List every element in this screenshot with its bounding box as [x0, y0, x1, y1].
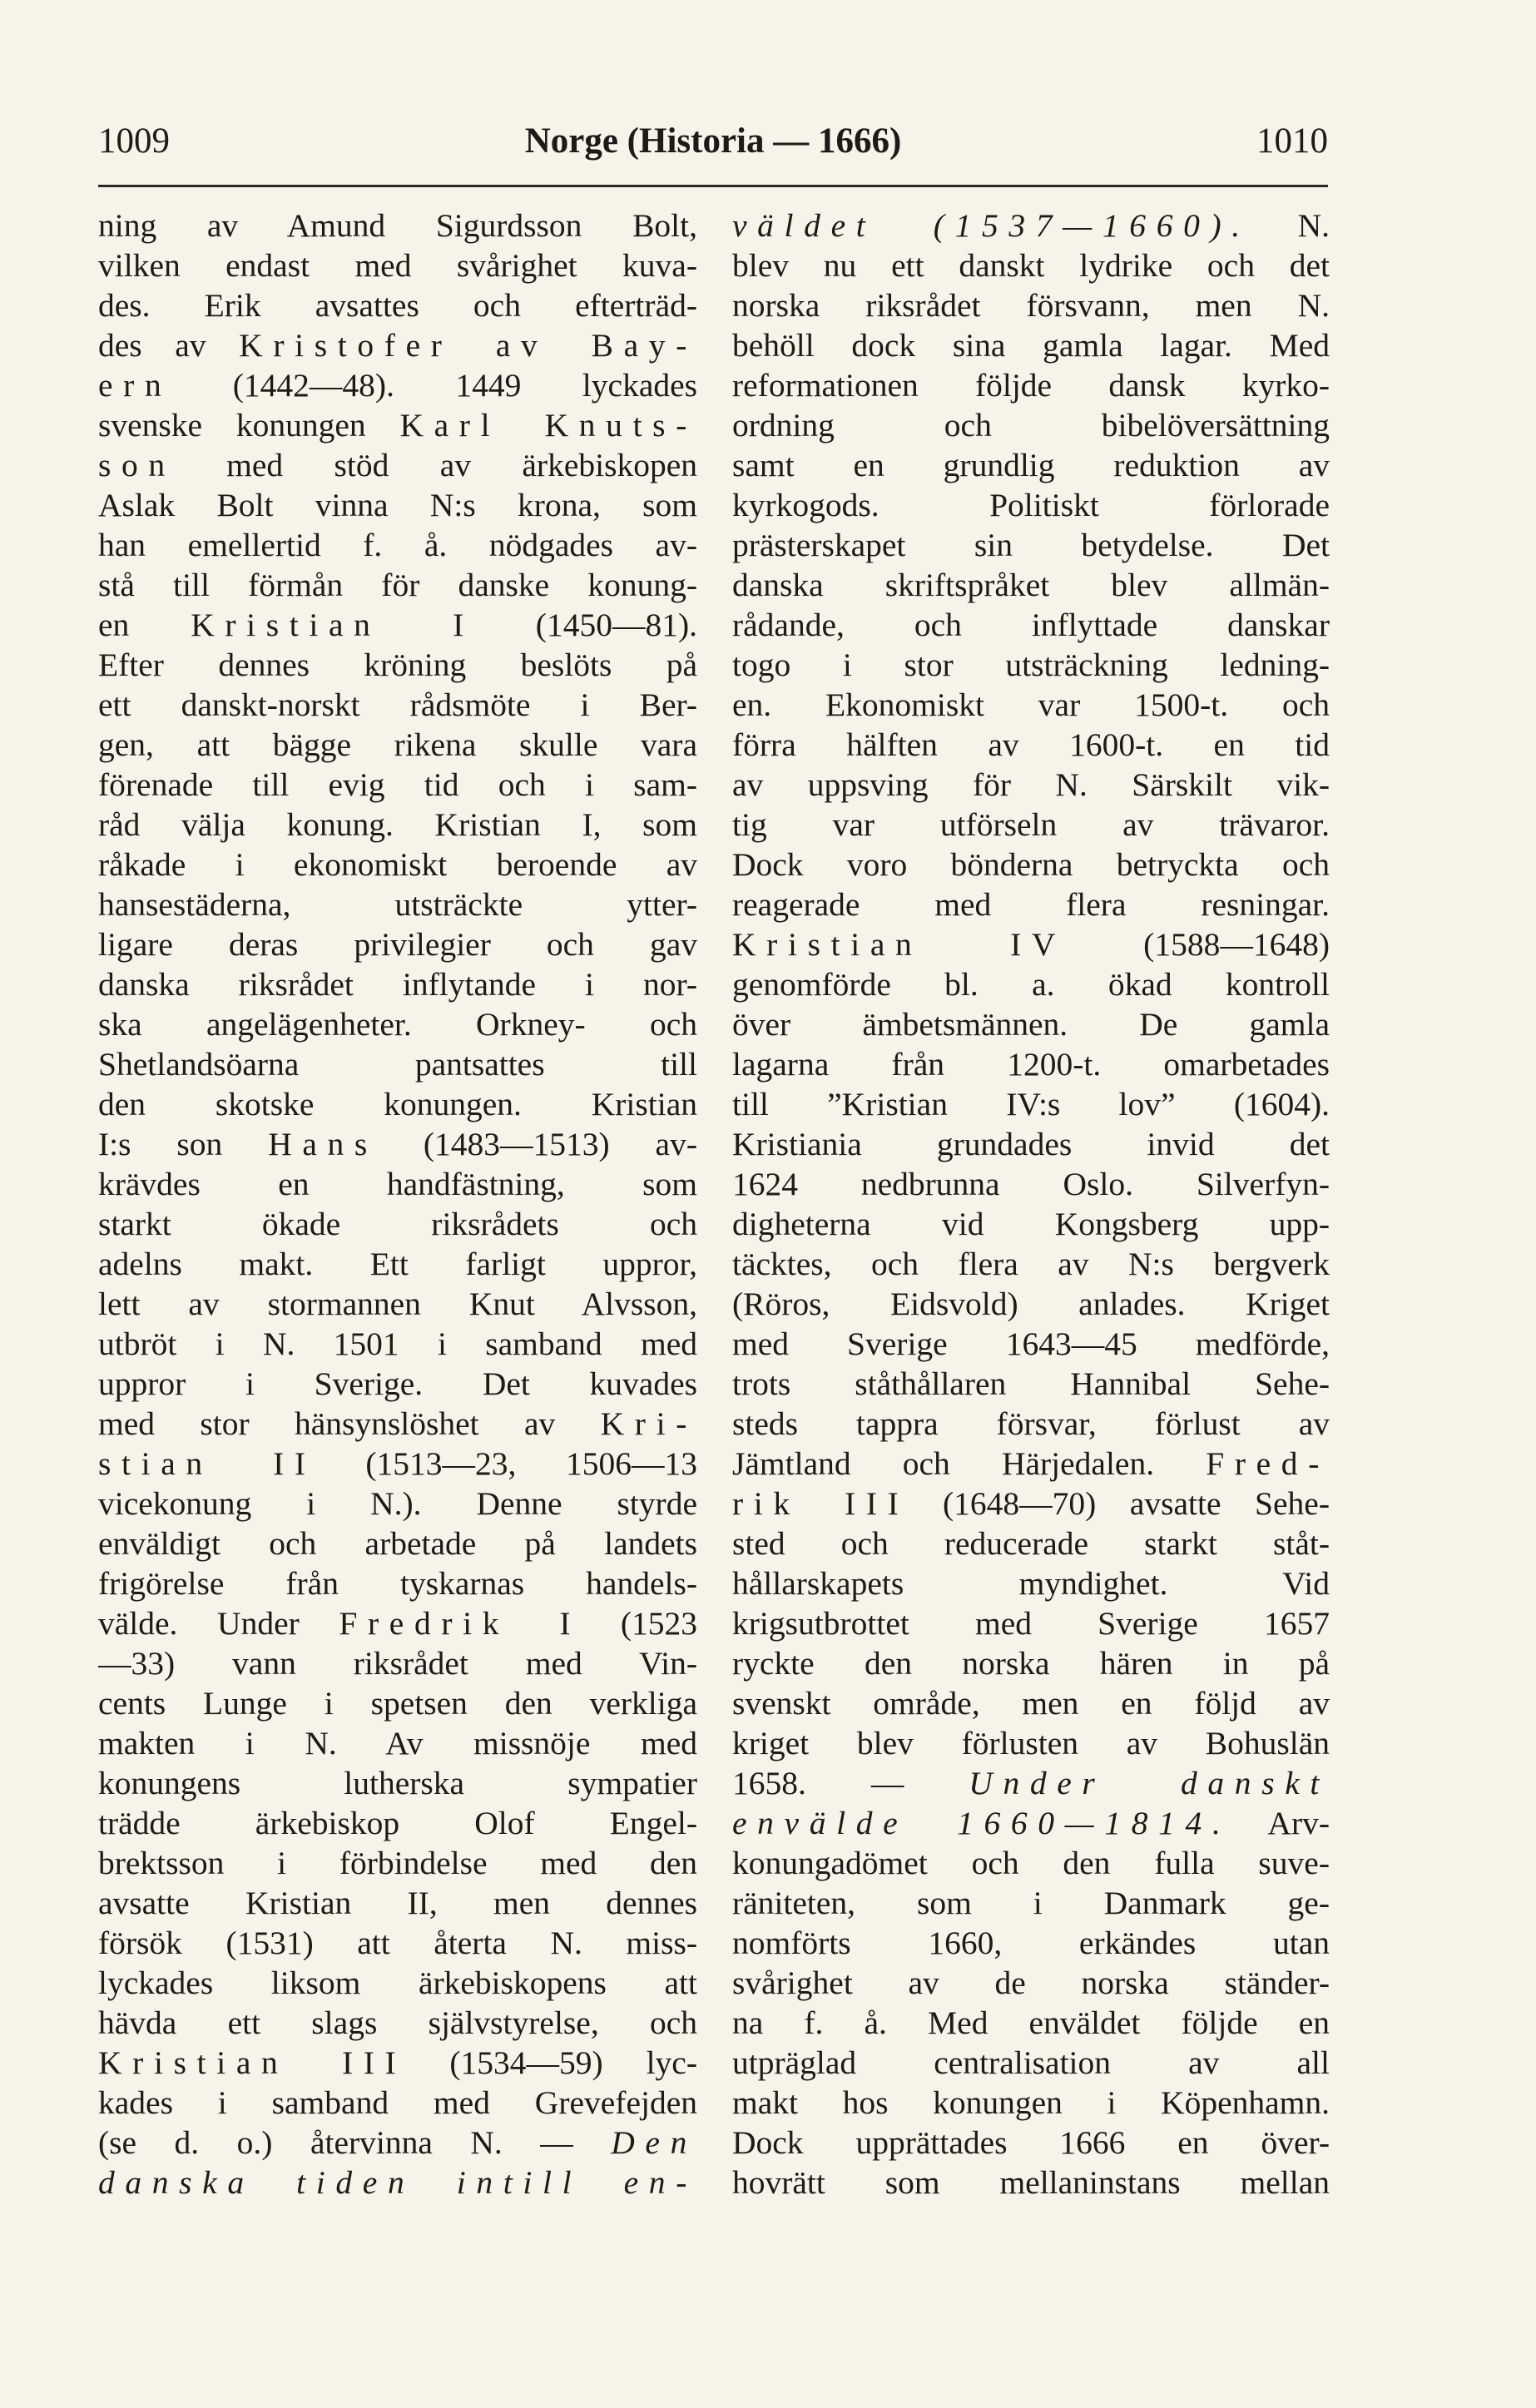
text-span: (se d. o.) återvinna N. — — [98, 2124, 612, 2161]
text-span: trädde ärkebiskop Olof Engel- — [98, 1805, 697, 1841]
text-line — [732, 525, 1330, 565]
text-line — [98, 2003, 697, 2043]
text-line — [732, 285, 1330, 325]
text-span: till ”Kristian IV:s lov” (1604). — [732, 1086, 1330, 1122]
text-span: trots ståthållaren Hannibal Sehe- — [732, 1365, 1330, 1402]
text-line — [98, 685, 697, 725]
text-line — [732, 1524, 1330, 1563]
text-line — [732, 1204, 1330, 1244]
text-span: hävda ett slags självstyrelse, och — [98, 2004, 697, 2041]
text-line — [732, 1484, 1330, 1524]
text-span: vicekonung i N.). Denne styrde — [98, 1485, 697, 1522]
text-span: Arv- — [1231, 1805, 1330, 1841]
text-span: av uppsving för N. Särskilt vik- — [732, 766, 1330, 803]
text-line — [98, 1004, 697, 1044]
text-span: kriget blev förlusten av Bohuslän — [732, 1725, 1330, 1761]
text-line — [98, 206, 697, 245]
text-line — [732, 1723, 1330, 1763]
text-span: blev nu ett danskt lydrike och det — [732, 247, 1330, 284]
text-span: en. Ekonomiskt var 1500-t. och — [732, 686, 1330, 723]
text-span: Karl Knuts- — [399, 407, 697, 443]
text-span: över ämbetsmännen. De gamla — [732, 1006, 1330, 1043]
text-line — [98, 1683, 697, 1723]
text-span: (1523 — [581, 1605, 697, 1642]
text-span: prästerskapet sin betydelse. Det — [732, 527, 1330, 563]
text-span: utpräglad centralisation av all — [732, 2044, 1330, 2081]
text-line — [98, 1603, 697, 1643]
text-line — [98, 1484, 697, 1524]
text-line — [98, 565, 697, 605]
text-span: gen, att bägge rikena skulle vara — [98, 726, 697, 763]
text-line — [98, 1524, 697, 1563]
text-span: Dock upprättades 1666 en över- — [732, 2124, 1330, 2161]
text-span: (Röros, Eidsvold) anlades. Kriget — [732, 1286, 1330, 1322]
text-span: förenade till evig tid och i sam- — [98, 766, 697, 803]
header-rule — [98, 185, 1328, 187]
text-span: räniteten, som i Danmark ge- — [732, 1885, 1330, 1921]
text-span: Fred- — [1206, 1445, 1330, 1482]
text-line — [98, 1444, 697, 1484]
text-line — [98, 405, 697, 445]
text-span: Kristofer av Bay- — [239, 327, 697, 364]
text-span: (1442—48). 1449 lyckades — [171, 367, 697, 404]
text-line — [98, 1044, 697, 1084]
text-line — [732, 645, 1330, 685]
text-line — [98, 765, 697, 805]
text-line — [732, 1124, 1330, 1164]
text-span: ligare deras privilegier och gav — [98, 926, 697, 963]
running-header — [98, 116, 1328, 175]
text-line — [732, 1963, 1330, 2003]
text-line — [732, 845, 1330, 884]
text-line — [732, 964, 1330, 1004]
text-span: ning av Amund Sigurdsson Bolt, — [98, 207, 697, 244]
text-span: Kristian I — [191, 607, 474, 643]
left-column — [98, 206, 697, 2202]
text-line — [732, 565, 1330, 605]
text-line — [732, 2163, 1330, 2202]
text-line — [732, 725, 1330, 765]
text-span: ska angelägenheter. Orkney- och — [98, 1006, 697, 1043]
text-line — [98, 1284, 697, 1324]
text-span: lyckades liksom ärkebiskopens att — [98, 1965, 697, 2001]
text-span: med stöd av ärkebiskopen — [175, 447, 697, 483]
text-span: sted och reducerade starkt ståt- — [732, 1525, 1330, 1562]
text-span: den skotske konungen. Kristian — [98, 1086, 697, 1122]
text-span: Dock voro bönderna betryckta och — [732, 846, 1330, 883]
text-span: makt hos konungen i Köpenhamn. — [732, 2084, 1330, 2121]
text-span: reformationen följde dansk kyrko- — [732, 367, 1330, 404]
text-span: Kristian IV — [732, 926, 1067, 963]
text-span: (1483—1513) av- — [377, 1126, 697, 1162]
text-span: Kristiania grundades invid det — [732, 1126, 1330, 1162]
text-line — [98, 1084, 697, 1124]
text-span: lett av stormannen Knut Alvsson, — [98, 1286, 697, 1322]
text-line — [732, 365, 1330, 405]
text-span: råd välja konung. Kristian I, som — [98, 806, 697, 843]
text-line — [98, 845, 697, 884]
text-span: välde. Under — [98, 1605, 339, 1642]
text-line — [732, 1803, 1330, 1843]
text-span: genomförde bl. a. ökad kontroll — [732, 966, 1330, 1003]
text-span: (1588—1648) — [1066, 926, 1330, 963]
right-page-number: 1010 — [1256, 121, 1328, 161]
text-line — [732, 1244, 1330, 1284]
text-span: försök (1531) att återta N. miss- — [98, 1925, 697, 1961]
text-line — [98, 2123, 697, 2163]
text-span: hovrätt som mellaninstans mellan — [732, 2164, 1330, 2201]
text-span: stå till förmån för danske konung- — [98, 567, 697, 603]
text-span: med Sverige 1643—45 medförde, — [732, 1325, 1330, 1362]
text-span: uppror i Sverige. Det kuvades — [98, 1365, 697, 1402]
text-span: (1513—23, 1506—13 — [315, 1445, 697, 1482]
text-line — [98, 365, 697, 405]
text-span: utbröt i N. 1501 i samband med — [98, 1325, 697, 1362]
text-span: Aslak Bolt vinna N:s krona, som — [98, 487, 697, 523]
text-span: väldet (1537—1660). — [732, 207, 1251, 244]
text-line — [98, 1883, 697, 1923]
text-line — [98, 1404, 697, 1444]
text-line — [98, 605, 697, 645]
text-span: starkt ökade riksrådets och — [98, 1206, 697, 1242]
text-span: Kri- — [600, 1405, 697, 1442]
text-line — [732, 1643, 1330, 1683]
text-line — [98, 1563, 697, 1603]
text-line — [732, 1044, 1330, 1084]
text-span: rådande, och inflyttade danskar — [732, 607, 1330, 643]
text-line — [98, 1763, 697, 1803]
text-span: 1624 nedbrunna Oslo. Silverfyn- — [732, 1166, 1330, 1202]
text-line — [732, 605, 1330, 645]
text-span: Kristian III — [98, 2044, 407, 2081]
text-span: cents Lunge i spetsen den verkliga — [98, 1685, 697, 1722]
text-span: förra hälften av 1600-t. en tid — [732, 726, 1330, 763]
text-line — [98, 1923, 697, 1963]
text-span: samt en grundlig reduktion av — [732, 447, 1330, 483]
text-line — [98, 805, 697, 845]
text-span: brektsson i förbindelse med den — [98, 1845, 697, 1881]
text-span: ett danskt-norskt rådsmöte i Ber- — [98, 686, 697, 723]
text-line — [98, 1244, 697, 1284]
text-line — [732, 1364, 1330, 1404]
text-span: envälde 1660—1814. — [732, 1805, 1231, 1841]
text-span: danska skriftspråket blev allmän- — [732, 567, 1330, 603]
text-line — [98, 1324, 697, 1364]
text-line — [98, 485, 697, 525]
text-line — [98, 1963, 697, 2003]
text-line — [732, 245, 1330, 285]
text-line — [732, 445, 1330, 485]
text-line — [732, 2043, 1330, 2083]
text-span: konungadömet och den fulla suve- — [732, 1845, 1330, 1881]
text-line — [732, 805, 1330, 845]
text-span: I:s son — [98, 1126, 269, 1162]
text-line — [732, 405, 1330, 445]
text-span: makten i N. Av missnöje med — [98, 1725, 697, 1761]
text-span: svenske konungen — [98, 407, 400, 443]
text-span: han emellertid f. å. nödgades av- — [98, 527, 697, 563]
text-span: (1450—81). — [473, 607, 697, 643]
text-line — [98, 964, 697, 1004]
page-title: Norge (Historia — 1666) — [524, 121, 902, 161]
text-line — [98, 2083, 697, 2123]
text-span: reagerade med flera resningar. — [732, 886, 1330, 923]
text-line — [98, 1803, 697, 1843]
text-line — [98, 1204, 697, 1244]
text-line — [98, 285, 697, 325]
text-span: med stor hänsynslöshet av — [98, 1405, 601, 1442]
text-span: nomförts 1660, erkändes utan — [732, 1925, 1330, 1961]
text-line — [98, 1843, 697, 1883]
text-line — [732, 1603, 1330, 1643]
text-line — [732, 1284, 1330, 1324]
text-span: svenskt område, men en följd av — [732, 1685, 1330, 1722]
text-span: Efter dennes kröning beslöts på — [98, 647, 697, 683]
text-line — [98, 645, 697, 685]
text-line — [732, 2003, 1330, 2043]
text-span: stian II — [98, 1445, 316, 1482]
text-span: täcktes, och flera av N:s bergverk — [732, 1246, 1330, 1282]
text-line — [732, 2083, 1330, 2123]
text-span: danska tiden intill en- — [98, 2164, 697, 2201]
text-span: enväldigt och arbetade på landets — [98, 1525, 697, 1562]
text-span: son — [98, 447, 176, 483]
text-span: frigörelse från tyskarnas handels- — [98, 1565, 697, 1602]
text-span: (1534—59) lyc- — [406, 2044, 697, 2081]
text-span: tig var utförseln av trävaror. — [732, 806, 1330, 843]
text-line — [732, 1763, 1330, 1803]
text-span: des. Erik avsattes och efterträd- — [98, 287, 697, 324]
text-span: (1648—70) avsatte Sehe- — [909, 1485, 1330, 1522]
text-span: Den — [611, 2124, 697, 2161]
text-line — [732, 325, 1330, 365]
text-span: ryckte den norska hären in på — [732, 1645, 1330, 1682]
text-line — [732, 206, 1330, 245]
text-line — [98, 725, 697, 765]
text-line — [98, 445, 697, 485]
text-span: Fredrik I — [339, 1605, 582, 1642]
text-span: konungens lutherska sympatier — [98, 1765, 697, 1801]
text-line — [98, 1124, 697, 1164]
text-line — [732, 924, 1330, 964]
text-span: 1658. — — [732, 1765, 969, 1801]
text-span: na f. å. Med enväldet följde en — [732, 2004, 1330, 2041]
text-line — [732, 1444, 1330, 1484]
right-column — [732, 206, 1330, 2202]
text-line — [732, 884, 1330, 924]
text-line — [98, 1643, 697, 1683]
text-line — [732, 1084, 1330, 1124]
text-span: des av — [98, 327, 240, 364]
text-line — [732, 1563, 1330, 1603]
text-line — [98, 884, 697, 924]
text-span: adelns makt. Ett farligt uppror, — [98, 1246, 697, 1282]
text-line — [98, 1364, 697, 1404]
text-span: råkade i ekonomiskt beroende av — [98, 846, 697, 883]
text-line — [732, 1843, 1330, 1883]
text-span: rik III — [732, 1485, 909, 1522]
text-line — [732, 685, 1330, 725]
text-line — [98, 1723, 697, 1763]
text-line — [732, 1883, 1330, 1923]
text-span: lagarna från 1200-t. omarbetades — [732, 1046, 1330, 1083]
text-line — [732, 1164, 1330, 1204]
text-span: en — [98, 607, 191, 643]
text-span: avsatte Kristian II, men dennes — [98, 1885, 697, 1921]
text-line — [732, 1324, 1330, 1364]
text-span: norska riksrådet försvann, men N. — [732, 287, 1330, 324]
text-line — [732, 1404, 1330, 1444]
text-line — [732, 765, 1330, 805]
text-line — [732, 485, 1330, 525]
text-span: krigsutbrottet med Sverige 1657 — [732, 1605, 1330, 1642]
text-span: Jämtland och Härjedalen. — [732, 1445, 1207, 1482]
text-span: hållarskapets myndighet. Vid — [732, 1565, 1330, 1602]
text-span: togo i stor utsträckning ledning- — [732, 647, 1330, 683]
text-span: krävdes en handfästning, som — [98, 1166, 697, 1202]
text-line — [732, 1923, 1330, 1963]
text-span: vilken endast med svårighet kuva- — [98, 247, 697, 284]
text-line — [732, 1683, 1330, 1723]
text-line — [98, 245, 697, 285]
left-page-number: 1009 — [98, 121, 170, 161]
text-span: kyrkogods. Politiskt förlorade — [732, 487, 1330, 523]
text-line — [732, 1004, 1330, 1044]
text-span: danska riksrådet inflytande i nor- — [98, 966, 697, 1003]
text-line — [98, 2163, 697, 2202]
text-line — [98, 924, 697, 964]
text-span: Hans — [268, 1126, 378, 1162]
text-span: Shetlandsöarna pantsattes till — [98, 1046, 697, 1083]
text-span: ern — [98, 367, 172, 404]
text-span: Under danskt — [969, 1765, 1330, 1801]
text-span: steds tappra försvar, förlust av — [732, 1405, 1330, 1442]
text-line — [98, 325, 697, 365]
text-span: hansestäderna, utsträckte ytter- — [98, 886, 697, 923]
text-line — [98, 2043, 697, 2083]
text-span: behöll dock sina gamla lagar. Med — [732, 327, 1330, 364]
text-line — [98, 1164, 697, 1204]
text-span: kades i samband med Grevefejden — [98, 2084, 697, 2121]
text-span: —33) vann riksrådet med Vin- — [98, 1645, 697, 1682]
text-span: svårighet av de norska ständer- — [732, 1965, 1330, 2001]
text-span: ordning och bibelöversättning — [732, 407, 1330, 443]
text-line — [732, 2123, 1330, 2163]
text-span: digheterna vid Kongsberg upp- — [732, 1206, 1330, 1242]
text-line — [98, 525, 697, 565]
text-span: N. — [1250, 207, 1330, 244]
